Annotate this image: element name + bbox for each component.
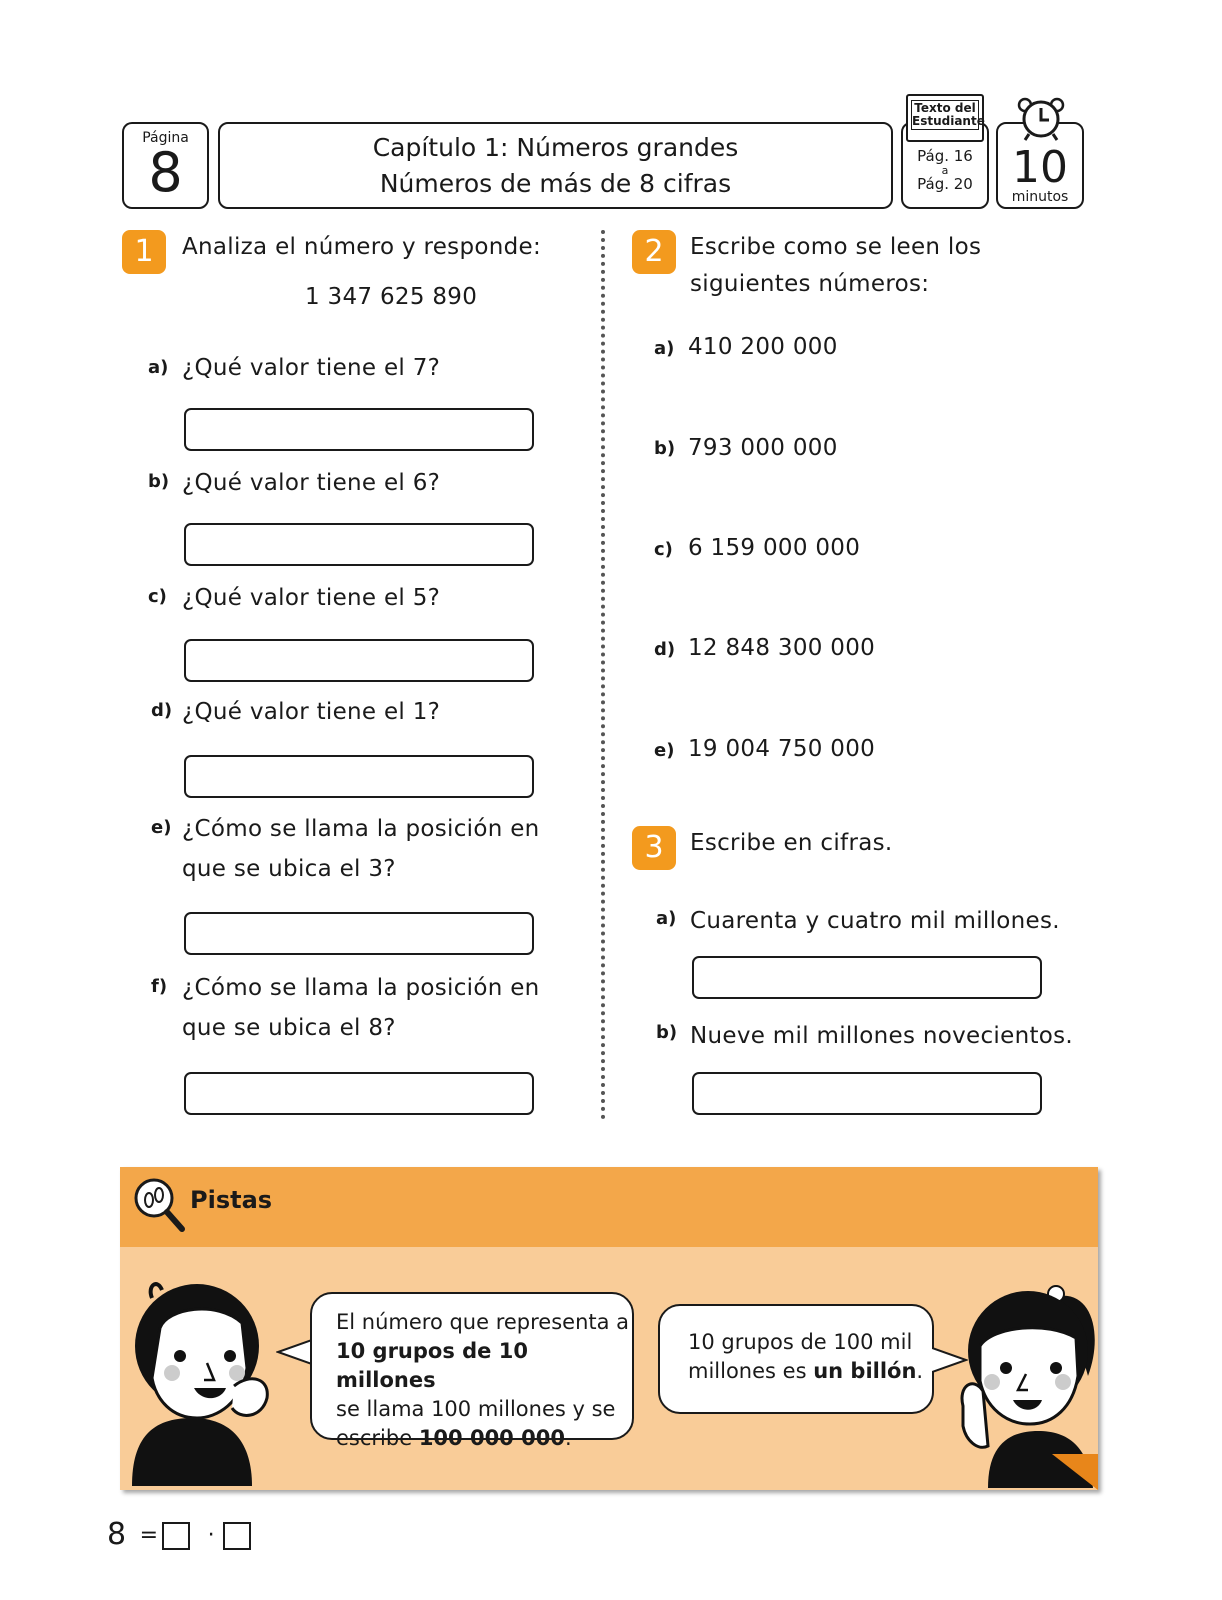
- item-2b-label: b): [654, 438, 676, 459]
- hint1-line4-a: escribe: [336, 1426, 419, 1450]
- item-3b-text: Nueve mil millones novecientos.: [690, 1023, 1074, 1049]
- book-label-2: Estudiante: [912, 114, 985, 128]
- hint1-line3: se llama 100 millones y se: [336, 1397, 616, 1421]
- ref-from: Pág. 16: [917, 147, 973, 165]
- alarm-clock-icon: [1016, 96, 1066, 142]
- item-2e-number: 19 004 750 000: [688, 736, 876, 762]
- footer-number: 8: [107, 1517, 127, 1552]
- question-a-label: a): [148, 357, 169, 378]
- item-2a-number: 410 200 000: [688, 334, 838, 360]
- footer-blank-1[interactable]: [162, 1522, 190, 1550]
- minutes-label: minutos: [1011, 189, 1069, 205]
- given-number: 1 347 625 890: [305, 284, 478, 310]
- item-2a-label: a): [654, 338, 675, 359]
- hint1-line2: 10 grupos de 10 millones: [336, 1339, 528, 1392]
- hint-bubble-right: [658, 1304, 934, 1414]
- answer-box-f[interactable]: [184, 1072, 534, 1115]
- answer-box-c[interactable]: [184, 639, 534, 682]
- speech-bubble-tail-left: [276, 1338, 312, 1366]
- minutes-value: 10: [1012, 142, 1068, 193]
- question-f-label: f): [151, 976, 168, 997]
- question-a-text: ¿Qué valor tiene el 7?: [182, 355, 441, 381]
- answer-box-3b[interactable]: [692, 1072, 1042, 1115]
- section-2-instruction-line2: siguientes números:: [690, 271, 930, 297]
- footer-equals: =: [139, 1523, 159, 1548]
- boy-character-illustration: [122, 1268, 282, 1486]
- hint1-line4: [336, 1424, 632, 1453]
- item-2e-label: e): [654, 740, 675, 761]
- section-3-instruction: Escribe en cifras.: [690, 830, 893, 856]
- column-divider: [601, 230, 605, 1120]
- magnifier-footprints-icon: [130, 1176, 188, 1234]
- hint2-line1: 10 grupos de 100 mil: [688, 1330, 913, 1354]
- textbook-icon: [906, 94, 984, 142]
- answer-box-d[interactable]: [184, 755, 534, 798]
- item-2c-label: c): [654, 539, 673, 560]
- ref-to: Pág. 20: [917, 175, 973, 193]
- question-f-text-line1: ¿Cómo se llama la posición en: [182, 975, 540, 1001]
- question-b-label: b): [148, 471, 170, 492]
- section-1-instruction: Analiza el número y responde:: [182, 234, 542, 260]
- topic-title: Números de más de 8 cifras: [379, 169, 732, 198]
- question-e-label: e): [151, 817, 172, 838]
- section-2-badge: 2: [632, 230, 676, 274]
- hint2-line2-a: millones es: [688, 1359, 814, 1383]
- ref-a: a: [941, 164, 949, 177]
- hint1-line1: El número que representa a: [336, 1310, 630, 1334]
- page-number-box: [122, 122, 209, 209]
- answer-box-3a[interactable]: [692, 956, 1042, 999]
- answer-box-e[interactable]: [184, 912, 534, 955]
- page-curl-corner: [1052, 1454, 1098, 1490]
- page-label: Página: [142, 130, 189, 146]
- item-2b-number: 793 000 000: [688, 435, 838, 461]
- question-c-text: ¿Qué valor tiene el 5?: [182, 585, 441, 611]
- section-3-badge: 3: [632, 826, 676, 870]
- item-2c-number: 6 159 000 000: [688, 535, 861, 561]
- page-number: 8: [148, 141, 183, 204]
- question-b-text: ¿Qué valor tiene el 6?: [182, 470, 441, 496]
- item-2d-label: d): [654, 639, 676, 660]
- hint2-line2-b: un billón: [813, 1359, 917, 1383]
- question-d-text: ¿Qué valor tiene el 1?: [182, 699, 441, 725]
- item-2d-number: 12 848 300 000: [688, 635, 876, 661]
- footer-formula: [107, 1517, 251, 1552]
- chapter-title: Capítulo 1: Números grandes: [372, 133, 739, 162]
- hints-title: Pistas: [190, 1186, 273, 1214]
- section-1-badge: 1: [122, 230, 166, 274]
- chapter-title-box: [218, 122, 893, 209]
- question-f-text-line2: que se ubica el 8?: [182, 1015, 396, 1041]
- item-3a-label: a): [656, 908, 677, 929]
- question-e-text-line1: ¿Cómo se llama la posición en: [182, 816, 540, 842]
- item-3b-label: b): [656, 1022, 678, 1043]
- answer-box-b[interactable]: [184, 523, 534, 566]
- question-e-text-line2: que se ubica el 3?: [182, 856, 396, 882]
- section-2-instruction-line1: Escribe como se leen los: [690, 234, 982, 260]
- answer-box-a[interactable]: [184, 408, 534, 451]
- question-c-label: c): [148, 586, 167, 607]
- hint2-line2-c: .: [916, 1359, 924, 1383]
- hint1-line4-b: 100 000 000: [418, 1426, 565, 1450]
- footer-dot: ·: [207, 1523, 215, 1548]
- footer-blank-2[interactable]: [223, 1522, 251, 1550]
- book-label-1: Texto del: [914, 101, 976, 115]
- hint-bubble-left: [310, 1292, 634, 1450]
- hint1-line4-c: .: [564, 1426, 572, 1450]
- item-3a-text: Cuarenta y cuatro mil millones.: [690, 908, 1060, 934]
- question-d-label: d): [151, 700, 173, 721]
